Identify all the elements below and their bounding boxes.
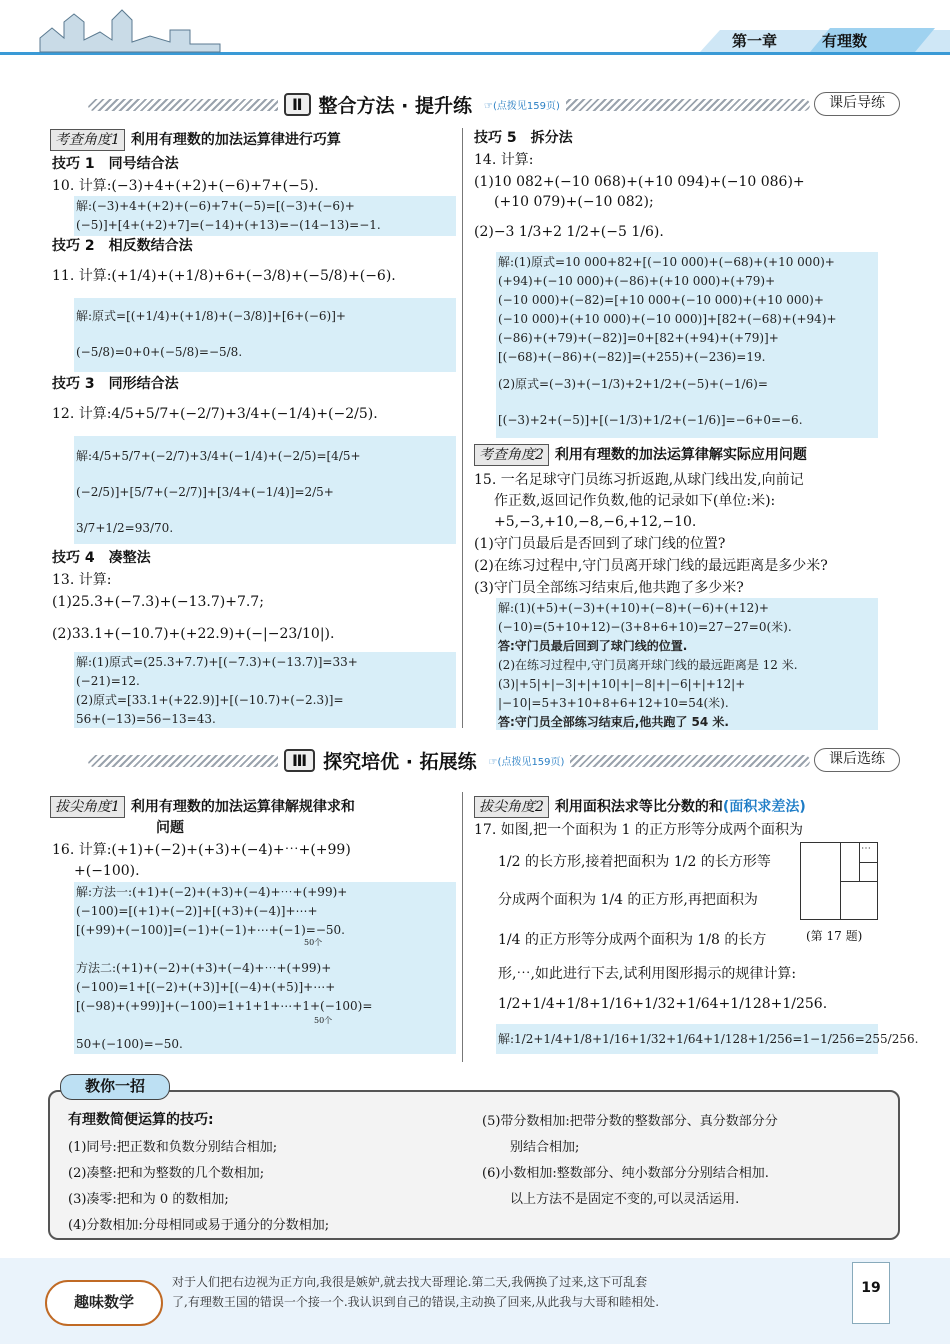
question-13-part2: (2)33.1+(−10.7)+(+22.9)+(−|−23/10|). (52, 626, 335, 642)
angle-title: 利用有理数的加法运算律进行巧算 (130, 132, 341, 148)
answer-line: 50+(−100)=−50. (76, 1037, 183, 1051)
angle-title: 利用面积法求等比分数的和 (554, 799, 723, 815)
question-16-line1: 16. 计算:(+1)+(−2)+(+3)+(−4)+⋯+(+99) (52, 842, 351, 858)
section-tag: 课后导练 (814, 92, 900, 116)
answer-line: (−10)=(5+10+12)−(3+8+6+10)=27−27=0(米). (498, 620, 792, 634)
question-14-head: 14. 计算: (474, 152, 534, 168)
answer-line: 3/7+1/2=93/70. (76, 521, 174, 535)
question-11: 11. 计算:(+1/4)+(+1/8)+6+(−3/8)+(−5/8)+(−6). (52, 268, 396, 284)
answer-11 (74, 298, 456, 372)
technique-2: 技巧 2 相反数结合法 (52, 238, 193, 254)
figure-dots: ⋯ (861, 843, 871, 854)
answer-line: |−10|=5+3+10+8+6+12+10=54(米). (498, 696, 729, 710)
section-3-banner (48, 746, 900, 776)
section-title (278, 90, 566, 118)
answer-line: (2)原式=[33.1+(+22.9)]+[(−10.7)+(−2.3)]= (76, 693, 344, 707)
footer-story (172, 1272, 812, 1312)
figure-caption: (第 17 题) (806, 929, 863, 943)
answer-line: 答:守门员最后回到了球门线的位置. (498, 639, 688, 653)
answer-line: 解:(1)原式=10 000+82+[(−10 000)+(−68)+(+10 000)+ (498, 255, 835, 269)
question-17-line4: 1/4 的正方形等分成两个面积为 1/8 的长方 (498, 932, 767, 948)
question-15-line2: 作正数,返回记作负数,他的记录如下(单位:米): (494, 493, 776, 509)
angle-title-cont: 问题 (156, 820, 184, 836)
answer-line: 解:(−3)+4+(+2)+(−6)+7+(−5)=[(−3)+(−6)+ (76, 199, 355, 213)
section-tag: 课后选练 (814, 748, 900, 772)
answer-line: 解:(1)(+5)+(−3)+(+10)+(−8)+(−6)+(+12)+ (498, 601, 769, 615)
section-number: Ⅲ (284, 749, 315, 772)
answer-line: 解:原式=[(+1/4)+(+1/8)+(−3/8)]+[6+(−6)]+ (76, 309, 346, 323)
technique-4: 技巧 4 凑整法 (52, 550, 151, 566)
question-15-sub1: (1)守门员最后是否回到了球门线的位置? (474, 536, 726, 552)
figure-17 (800, 842, 878, 920)
answer-line: (−5)]+[4+(+2)+7]=(−14)+(+13)=−(14−13)=−1. (76, 218, 381, 232)
question-17-line5: 形,⋯,如此进行下去,试利用图形揭示的规律计算: (498, 966, 797, 982)
angle-badge: 考查角度1 (50, 129, 125, 151)
topic-label: 有理数 (822, 32, 868, 50)
hint-link[interactable]: ☞(点拨见159页) (484, 100, 560, 112)
angle-badge: 考查角度2 (474, 444, 549, 466)
question-14-line1: (1)10 082+(−10 068)+(+10 094)+(−10 086)+ (474, 174, 805, 190)
answer-line: 解:方法一:(+1)+(−2)+(+3)+(−4)+⋯+(+99)+ (76, 885, 348, 899)
angle-badge: 拔尖角度2 (474, 796, 549, 818)
figure-line (859, 862, 878, 863)
column-divider (462, 792, 463, 1062)
answer-line: 解:4/5+5/7+(−2/7)+3/4+(−1/4)+(−2/5)=[4/5+ (76, 449, 361, 463)
question-15-sub3: (3)守门员全部练习结束后,他共跑了多少米? (474, 580, 744, 596)
question-15-line3: +5,−3,+10,−8,−6,+12,−10. (494, 514, 697, 530)
answer-line: [(+99)+(−100)]=(−1)+(−1)+⋯+(−1)=−50. (76, 923, 345, 937)
tip-item: 别结合相加; (510, 1140, 580, 1155)
question-15-line1: 15. 一名足球守门员练习折返跑,从球门线出发,向前记 (474, 472, 804, 488)
answer-16 (74, 882, 456, 1054)
section-title-text: 探究培优 · 拓展练 (323, 750, 477, 773)
footer (0, 1258, 950, 1344)
figure-line (840, 881, 878, 882)
tip-item: (5)带分数相加:把带分数的整数部分、真分数部分分 (482, 1114, 778, 1129)
answer-line: (−100)=[(+1)+(−2)]+[(+3)+(−4)]+⋯+ (76, 904, 318, 918)
answer-line: 解:1/2+1/4+1/8+1/16+1/32+1/64+1/128+1/256=1−1/256=255/256. (498, 1032, 919, 1046)
fun-math-badge: 趣味数学 (45, 1280, 163, 1326)
question-13-head: 13. 计算: (52, 572, 112, 588)
castle-banner-icon (0, 0, 950, 62)
answer-13 (74, 652, 456, 728)
tip-item: 以上方法不是固定不变的,可以灵活运用. (510, 1192, 740, 1207)
answer-line: (+94)+(−10 000)+(−86)+(+10 000)+(+79)+ (498, 274, 776, 288)
answer-10 (74, 196, 456, 236)
answer-line: (−21)=12. (76, 674, 140, 688)
chapter-label: 第一章 (732, 32, 778, 50)
tip-title: 有理数简便运算的技巧: (68, 1112, 214, 1128)
question-12: 12. 计算:4/5+5/7+(−2/7)+3/4+(−1/4)+(−2/5). (52, 406, 378, 422)
section-title-text: 整合方法 · 提升练 (318, 94, 472, 117)
answer-line: (−10 000)+(−82)=[+10 000+(−10 000)+(+10 000)+ (498, 293, 824, 307)
tip-box (48, 1090, 900, 1240)
answer-line: (−86)+(+79)+(−82)]=0+[82+(+94)+(+79)]+ (498, 331, 779, 345)
answer-line: 方法二:(+1)+(−2)+(+3)+(−4)+⋯+(+99)+ (76, 961, 332, 975)
tip-item: (3)凑零:把和为 0 的数相加; (68, 1192, 229, 1207)
answer-line: [(−68)+(−86)+(−82)]=(+255)+(−236)=19. (498, 350, 766, 364)
answer-line: 答:守门员全部练习结束后,他共跑了 54 米. (498, 715, 729, 729)
tip-item: (4)分数相加:分母相同或易于通分的分数相加; (68, 1218, 330, 1233)
question-13-part1: (1)25.3+(−7.3)+(−13.7)+7.7; (52, 594, 264, 610)
question-10: 10. 计算:(−3)+4+(+2)+(−6)+7+(−5). (52, 178, 319, 194)
answer-line: [(−3)+2+(−5)]+[(−1/3)+1/2+(−1/6)]=−6+0=−6. (498, 413, 803, 427)
answer-14 (496, 252, 878, 438)
question-17-expression: 1/2+1/4+1/8+1/16+1/32+1/64+1/128+1/256. (498, 996, 828, 1012)
footer-line: 对于人们把右边视为正方向,我很是嫉妒,就去找大哥理论.第二天,我俩换了过来,这下可乱套 (172, 1275, 648, 1289)
answer-line: (2)在练习过程中,守门员离开球门线的最远距离是 12 米. (498, 658, 798, 672)
angle-title: 利用有理数的加法运算律解实际应用问题 (554, 447, 807, 463)
angle-title: 利用有理数的加法运算律解规律求和 (130, 799, 355, 815)
question-14-part2: (2)−3 1/3+2 1/2+(−5 1/6). (474, 224, 664, 240)
page-number: 19 (852, 1262, 890, 1324)
answer-line: (3)|+5|+|−3|+|+10|+|−8|+|−6|+|+12|+ (498, 677, 746, 691)
hint-link[interactable]: ☞(点拨见159页) (488, 756, 565, 768)
brace-note: 50个 (314, 1016, 333, 1025)
question-17-line3: 分成两个面积为 1/4 的正方形,再把面积为 (498, 892, 758, 908)
tip-item: (2)凑整:把和为整数的几个数相加; (68, 1166, 265, 1181)
answer-12 (74, 436, 456, 544)
page-header (0, 0, 950, 62)
section-number: Ⅱ (284, 93, 311, 116)
answer-line: (−10 000)+(+10 000)+(−10 000)]+[82+(−68)+(+94)+ (498, 312, 837, 326)
angle-badge: 拔尖角度1 (50, 796, 125, 818)
question-14-line2: (+10 079)+(−10 082); (494, 194, 654, 210)
answer-line: 解:(1)原式=(25.3+7.7)+[(−7.3)+(−13.7)]=33+ (76, 655, 358, 669)
question-17-line1: 17. 如图,把一个面积为 1 的正方形等分成两个面积为 (474, 822, 803, 838)
answer-line: 56+(−13)=56−13=43. (76, 712, 216, 726)
tip-item: (6)小数相加:整数部分、纯小数部分分别结合相加. (482, 1166, 769, 1181)
question-15-sub2: (2)在练习过程中,守门员离开球门线的最远距离是多少米? (474, 558, 828, 574)
footer-line: 了,有理数王国的错误一个接一个.我认识到自己的错误,主动换了回来,从此我与大哥和睦相处. (172, 1295, 660, 1309)
answer-line: (−5/8)=0+0+(−5/8)=−5/8. (76, 345, 243, 359)
brace-note: 50个 (304, 938, 323, 947)
technique-1: 技巧 1 同号结合法 (52, 156, 179, 172)
angle-highlight: (面积求差法) (722, 799, 806, 815)
tip-item: (1)同号:把正数和负数分别结合相加; (68, 1140, 278, 1155)
technique-5: 技巧 5 拆分法 (474, 130, 573, 146)
answer-line: [(−98)+(+99)]+(−100)=1+1+1+⋯+1+(−100)= (76, 999, 373, 1013)
question-16-line2: +(−100). (74, 863, 140, 879)
answer-line: (−2/5)]+[5/7+(−2/7)]+[3/4+(−1/4)]=2/5+ (76, 485, 334, 499)
tip-badge: 教你一招 (60, 1074, 170, 1100)
question-17-line2: 1/2 的长方形,接着把面积为 1/2 的长方形等 (498, 854, 771, 870)
technique-3: 技巧 3 同形结合法 (52, 376, 179, 392)
section-title (278, 746, 570, 774)
answer-17 (496, 1024, 919, 1054)
column-divider (462, 128, 463, 728)
answer-line: (−100)=1+[(−2)+(+3)]+[(−4)+(+5)]+⋯+ (76, 980, 336, 994)
answer-15 (496, 598, 878, 730)
answer-line: (2)原式=(−3)+(−1/3)+2+1/2+(−5)+(−1/6)= (498, 377, 768, 391)
section-2-banner (48, 90, 900, 120)
